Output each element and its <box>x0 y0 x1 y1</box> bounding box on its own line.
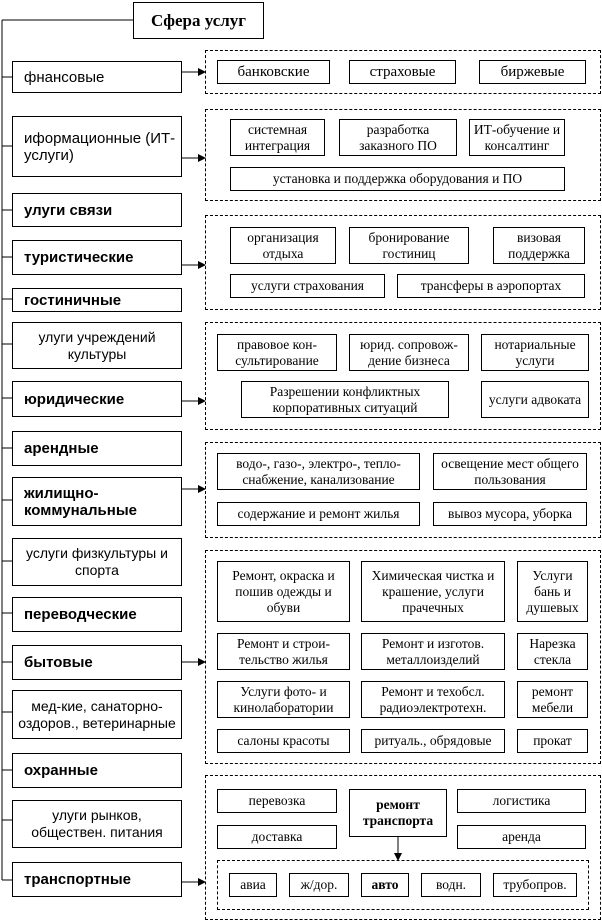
mode-pipeline: трубопров. <box>493 873 577 897</box>
subservice-logistics: логистика <box>457 789 586 813</box>
subservice-rental: прокат <box>517 729 588 753</box>
category-household: бытовые <box>12 645 182 680</box>
category-financial: фнансовые <box>12 61 182 93</box>
subservice-leisure: организация отдыха <box>230 227 336 264</box>
mode-water: водн. <box>421 873 481 897</box>
subservice-insurance: страховые <box>349 60 456 84</box>
subservice-exchange: биржевые <box>479 60 586 84</box>
subservice-system-integration: системная интеграция <box>230 119 325 156</box>
category-housing: жилищно- коммунальные <box>12 477 182 526</box>
diagram-title: Сфера услуг <box>133 2 264 39</box>
subservice-dry-cleaning: Химическая чистка и крашение, услуги прачечных <box>361 561 505 622</box>
subservice-equipment-support: установка и поддержка оборудования и ПО <box>230 167 565 191</box>
subservice-attorney: услуги адвоката <box>481 381 589 418</box>
subservice-photo-lab: Услуги фото- и кинолаборатории <box>217 681 350 718</box>
subservice-electronics-repair: Ремонт и техобсл. радиоэлектротехн. <box>361 681 505 718</box>
subservice-delivery: доставка <box>217 825 337 849</box>
subservice-airport-transfers: трансферы в аэропортах <box>397 274 585 298</box>
category-markets-catering: улуги рынков, обществен. питания <box>12 800 182 848</box>
category-rental: арендные <box>12 431 182 466</box>
subservice-visa: визовая поддержка <box>493 227 585 264</box>
subservice-home-construction: Ремонт и строи- тельство жилья <box>217 633 350 670</box>
subservice-travel-insurance: услуги страхования <box>230 274 385 298</box>
subservice-ritual: ритуаль., обрядовые <box>361 729 505 753</box>
subservice-conflict-resolution: Разрешении конфликтных корпоративных ситуаций <box>241 381 449 418</box>
subservice-waste-removal: вывоз мусора, уборка <box>433 502 587 526</box>
subservice-vehicle-repair: ремонт транспорта <box>349 789 447 837</box>
category-culture: улуги учреждений культуры <box>12 322 182 369</box>
subservice-it-training: ИТ-обучение и консалтинг <box>469 119 565 156</box>
category-hotel: гостиничные <box>12 288 182 312</box>
category-sport: услуги физкультуры и спорта <box>12 538 182 586</box>
category-legal: юридические <box>12 381 182 417</box>
subservice-notary: нотариальные услуги <box>481 334 589 371</box>
category-communication: улуги связи <box>12 193 182 227</box>
subservice-public-lighting: освещение мест общего пользования <box>433 453 587 490</box>
subservice-clothing-repair: Ремонт, окраска и пошив одежды и обуви <box>217 561 350 622</box>
category-tourism: туристические <box>12 240 182 275</box>
category-transport: транспортные <box>12 862 182 897</box>
category-security: охранные <box>12 753 182 788</box>
subservice-custom-software: разработка заказного ПО <box>339 119 457 156</box>
subservice-glass-cutting: Нарезка стекла <box>517 633 588 670</box>
subservice-utilities: водо-, газо-, электро-, тепло- снабжение, канализование <box>217 453 420 490</box>
subservice-metalwork: Ремонт и изготов. металлоизделий <box>361 633 505 670</box>
category-translation: переводческие <box>12 597 182 632</box>
category-medical: мед-кие, санаторно- оздоров., ветеринарные <box>12 690 182 739</box>
subservice-bathhouses: Услуги бань и душевых <box>517 561 588 622</box>
mode-air: авиа <box>229 873 277 897</box>
mode-auto: авто <box>361 873 409 897</box>
subservice-banking: банковские <box>217 60 330 84</box>
subservice-hotel-booking: бронирование гостиниц <box>349 227 469 264</box>
category-it: иформационные (ИТ-услуги) <box>12 116 182 177</box>
subservice-furniture-repair: ремонт мебели <box>517 681 588 718</box>
subservice-transport-rental: аренда <box>457 825 586 849</box>
subservice-legal-consulting: правовое кон- сультирование <box>217 334 337 371</box>
subservice-carriage: перевозка <box>217 789 337 813</box>
subservice-housing-maintenance: содержание и ремонт жилья <box>217 502 420 526</box>
subservice-business-support: юрид. сопровож- дение бизнеса <box>349 334 469 371</box>
mode-rail: ж/дор. <box>289 873 349 897</box>
subservice-beauty-salons: салоны красоты <box>217 729 350 753</box>
